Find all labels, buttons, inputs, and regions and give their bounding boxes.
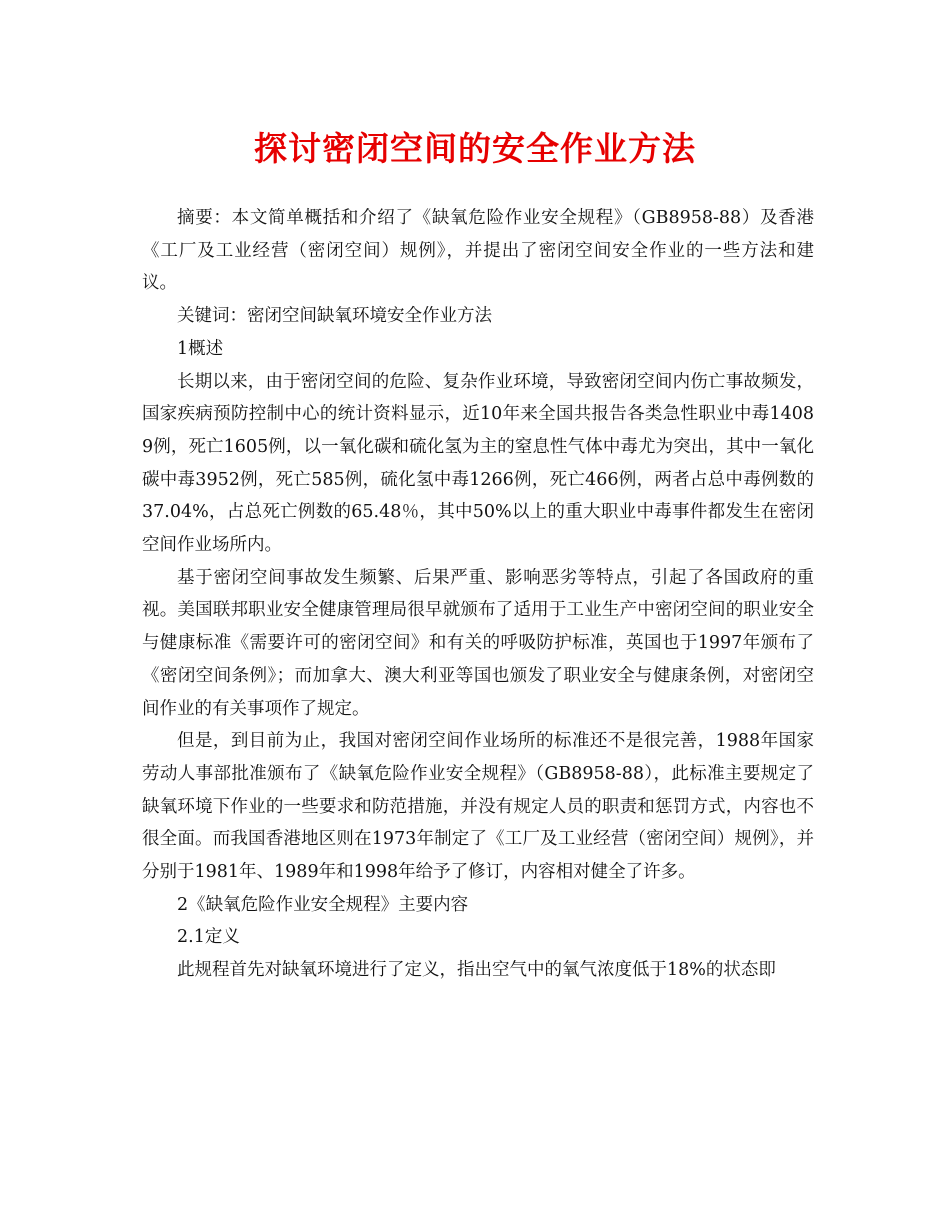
- abstract-paragraph: 摘要：本文简单概括和介绍了《缺氧危险作业安全规程》（GB8958-88）及香港《工厂及工业经营（密闭空间）规例》，并提出了密闭空间安全作业的一些方法和建议。: [142, 208, 814, 294]
- subsection-heading-definition: 2.1定义: [177, 927, 240, 948]
- body-paragraph: 此规程首先对缺氧环境进行了定义，指出空气中的氧气浓度低于18%的状态即: [177, 960, 776, 981]
- section-heading-regulation: 2《缺氧危险作业安全规程》主要内容: [177, 894, 469, 915]
- body-paragraph: 长期以来，由于密闭空间的危险、复杂作业环境，导致密闭空间内伤亡事故频发，国家疾病预防控制中心的统计资料显示，近10年来全国共报告各类急性职业中毒14089例，死亡1605例，以一氧化碳和硫化氢为主的窒息性气体中毒尤为突出，其中一氧化碳中毒3952例，死亡585例，硫化氢中毒1266例，死亡466例，两者占总中毒例数的37.04%，占总死亡例数的65.48％，其中50%以上的重大职业中毒事件都发生在密闭空间作业场所内。: [142, 371, 814, 556]
- document-body: [142, 202, 814, 987]
- section-heading-overview: 1概述: [177, 338, 224, 359]
- body-paragraph: 基于密闭空间事故发生频繁、后果严重、影响恶劣等特点，引起了各国政府的重视。美国联邦职业安全健康管理局很早就颁布了适用于工业生产中密闭空间的职业安全与健康标准《需要许可的密闭空间》和有关的呼吸防护标准，英国也于1997年颁布了《密闭空间条例》；而加拿大、澳大利亚等国也颁发了职业安全与健康条例，对密闭空间作业的有关事项作了规定。: [142, 567, 814, 719]
- keywords-paragraph: 关键词：密闭空间缺氧环境安全作业方法: [177, 306, 492, 327]
- body-paragraph: 但是，到目前为止，我国对密闭空间作业场所的标准还不是很完善，1988年国家劳动人事部批准颁布了《缺氧危险作业安全规程》（GB8958-88），此标准主要规定了缺氧环境下作业的一些要求和防范措施，并没有规定人员的职责和惩罚方式，内容也不很全面。而我国香港地区则在1973年制定了《工厂及工业经营（密闭空间）规例》，并分别于1981年、1989年和1998年给予了修订，内容相对健全了许多。: [142, 731, 814, 883]
- document-title: 探讨密闭空间的安全作业方法: [254, 129, 696, 168]
